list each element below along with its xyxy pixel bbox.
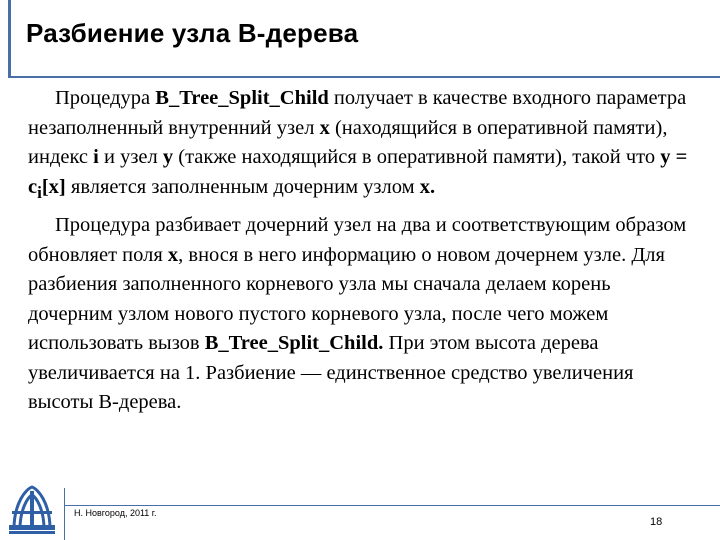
title-accent-bar <box>8 0 11 78</box>
variable: x <box>167 243 179 266</box>
unn-logo-icon <box>6 481 58 537</box>
formula: y = c <box>28 146 688 198</box>
text-run: является заполненным дочерним узлом <box>65 175 420 198</box>
variable: x. <box>419 175 436 198</box>
text-run: (также находящийся в оперативной памяти), такой что <box>173 146 661 168</box>
text-run: Процедура разбивает дочерний узел на два и соответствующим образом обновляет поля <box>28 214 687 266</box>
footer-divider-vertical <box>64 488 65 540</box>
variable: i <box>93 146 99 168</box>
paragraph-1 <box>28 84 700 207</box>
page-number: 18 <box>650 516 663 528</box>
text-run: получает в качестве входного параметра незаполненный внутренний узел <box>28 87 687 139</box>
formula-subscript: i <box>37 182 42 202</box>
text-run: При этом высота дерева увеличивается на 1. Разбиение — единственное средство увеличения высоты B-дерева. <box>28 332 634 414</box>
text-run: и узел <box>98 146 163 168</box>
text-run: , внося в него информацию о новом дочернем узле. Для разбиения заполненного корневого узла мы сначала делаем корень дочерним узлом нового пустого корневого узла, после чего можем использовать вызов <box>28 243 665 355</box>
footer-divider <box>64 505 720 506</box>
variable: x <box>319 116 330 139</box>
code-term: B_Tree_Split_Child <box>155 87 329 109</box>
formula: [x] <box>41 175 66 198</box>
title-divider <box>8 76 720 78</box>
paragraph-2 <box>28 211 700 418</box>
footer-location-year: Н. Новгород, 2011 г. <box>74 508 157 518</box>
slide-title: Разбиение узла B-дерева <box>26 18 359 48</box>
slide-body <box>28 84 700 418</box>
text-run: (находящийся в оперативной памяти), индекс <box>28 116 668 168</box>
code-term: B_Tree_Split_Child. <box>204 332 384 355</box>
text-run: Процедура <box>55 87 156 109</box>
variable: y <box>162 146 174 168</box>
